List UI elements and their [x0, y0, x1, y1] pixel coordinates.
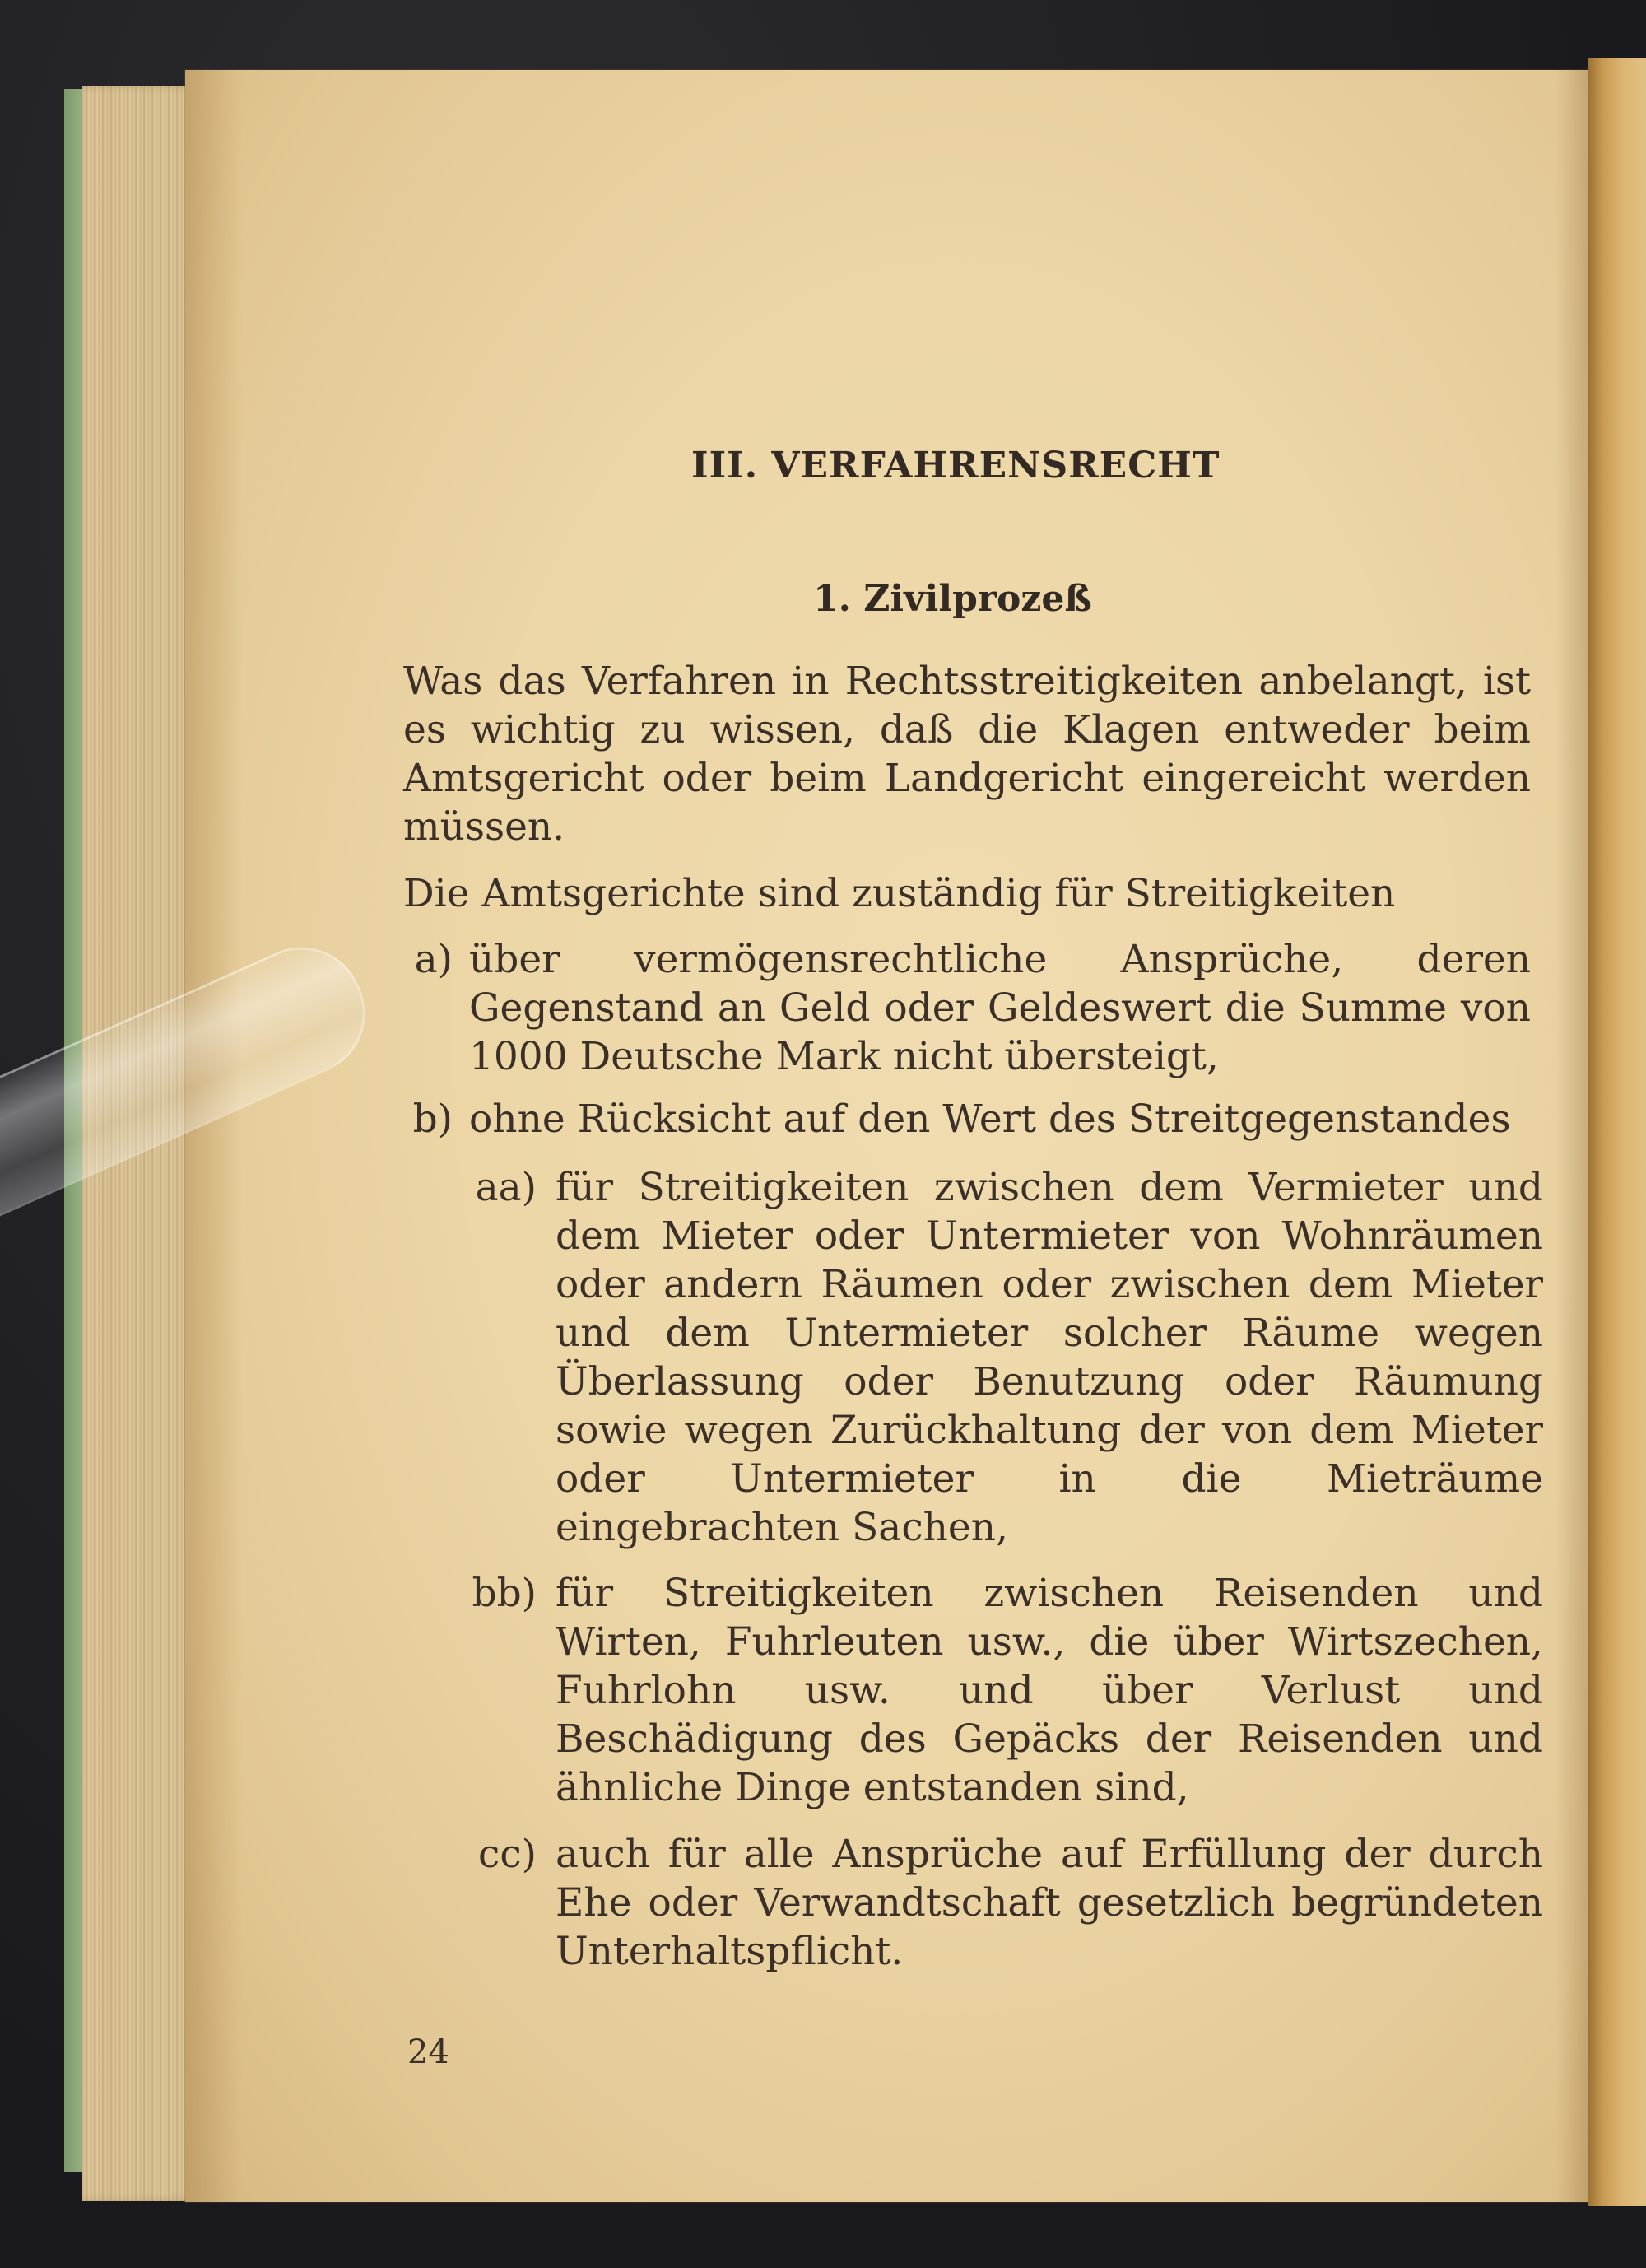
list-item-label: a)	[414, 937, 453, 982]
sub-item-text: für Streitigkeiten zwischen Reisenden und Wirten, Fuhrleuten usw., die über Wirtszechen, Fuhrlohn usw. und über Verlust und Beschädigung des Gepäcks der Reisenden und ähnliche Dinge entstanden sind,	[556, 1571, 1543, 1810]
facing-page-edge	[1588, 58, 1646, 2206]
sub-item-text: auch für alle Ansprüche auf Erfüllung der durch Ehe oder Verwandtschaft gesetzlich begründeten Unterhaltspflicht.	[556, 1832, 1543, 1974]
section-heading: 1. Zivilprozeß	[813, 578, 1092, 620]
sub-item-label: aa)	[475, 1165, 537, 1210]
list-item-label: b)	[412, 1097, 453, 1142]
lead-sentence: Die Amtsgerichte sind zuständig für Streitigkeiten	[403, 871, 1396, 916]
sub-item-label: bb)	[472, 1571, 537, 1616]
sub-item-label: cc)	[478, 1832, 537, 1877]
page-gutter-shadow	[185, 70, 243, 2202]
sub-item-text: für Streitigkeiten zwischen dem Vermieter und dem Mieter oder Untermieter von Wohnräumen oder andern Räumen oder zwischen dem Mieter und dem Untermieter solcher Räume wegen Überlassung oder Benutzung oder Räumung sowie wegen Zurückhaltung der von dem Mieter oder Untermieter in die Mieträume eingebrachten Sachen,	[556, 1165, 1543, 1550]
intro-paragraph: Was das Verfahren in Rechtsstreitigkeiten anbelangt, ist es wichtig zu wissen, daß die Klagen entweder beim Amtsgericht oder beim Landgericht eingereicht werden müssen.	[403, 659, 1531, 850]
list-item-text: über vermögensrechtliche Ansprüche, deren Gegenstand an Geld oder Geldeswert die Summe von 1000 Deutsche Mark nicht übersteigt,	[469, 937, 1531, 1079]
chapter-heading: III. VERFAHRENSRECHT	[691, 445, 1221, 487]
list-item-text: ohne Rücksicht auf den Wert des Streitgegenstandes	[469, 1097, 1511, 1142]
page-number: 24	[407, 2033, 449, 2071]
